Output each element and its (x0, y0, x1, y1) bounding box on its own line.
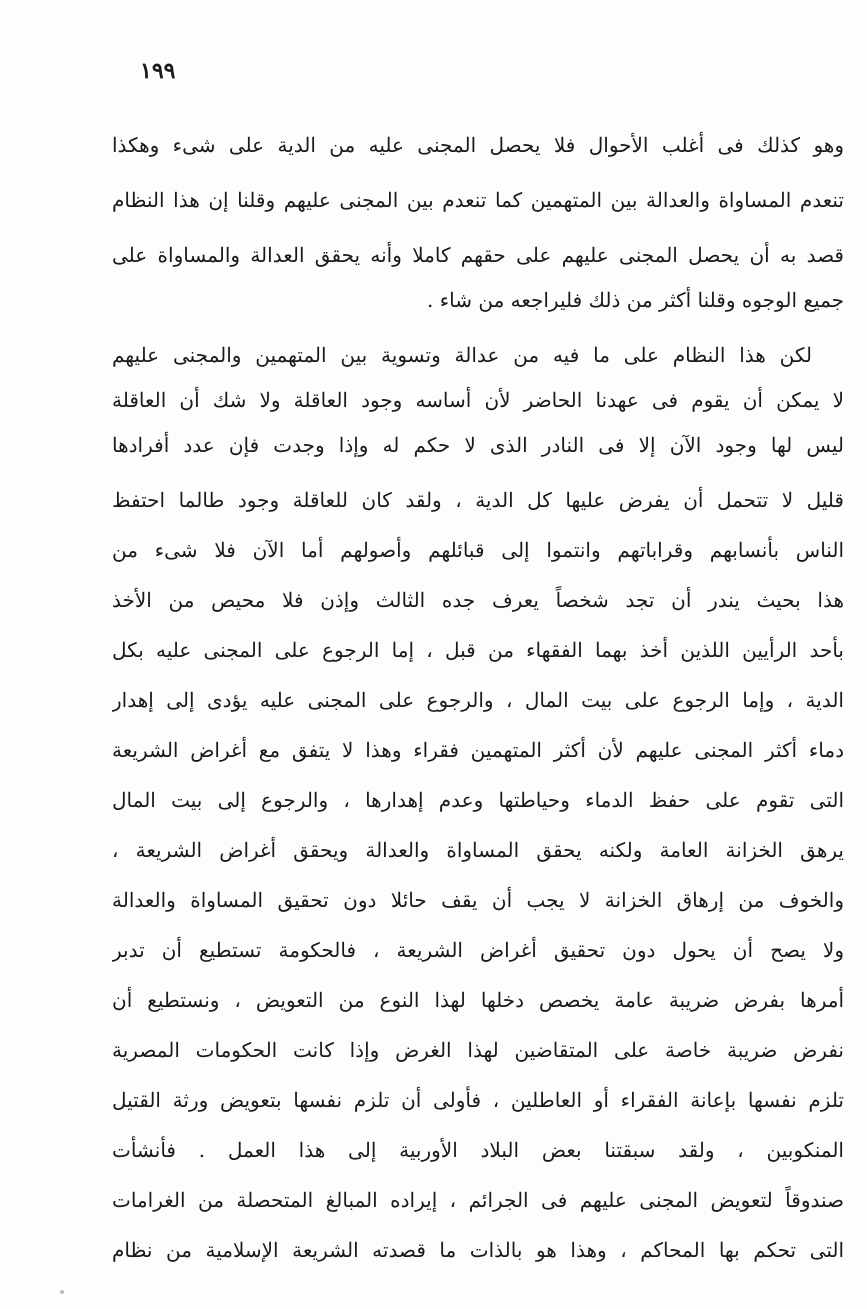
text-line: نفرض ضريبة خاصة على المتقاضين لهذا الغرض وإذا كانت الحكومات المصرية (112, 1038, 844, 1062)
text-line: تلزم نفسها بإعانة الفقراء أو العاطلين ، فأولى أن تلزم نفسها بتعويض ورثة القتيل (112, 1088, 844, 1112)
text-line: المنكوبين ، ولقد سبقتنا بعض البلاد الأوربية إلى هذا العمل . فأنشأت (112, 1138, 844, 1162)
text-line: صندوقاً لتعويض المجنى عليهم فى الجرائم ، إيراده المبالغ المتحصلة من الغرامات (112, 1188, 844, 1212)
text-line: قليل لا تتحمل أن يفرض عليها كل الدية ، ولقد كان للعاقلة وجود طالما احتفظ (112, 488, 844, 512)
text-line: ولا يصح أن يحول دون تحقيق أغراض الشريعة ، فالحكومة تستطيع أن تدبر (112, 938, 844, 962)
text-line: التى تقوم على حفظ الدماء وحياطتها وعدم إهدارها ، والرجوع إلى بيت المال (112, 788, 844, 812)
text-line: التى تحكم بها المحاكم ، وهذا هو بالذات ما قصدته الشريعة الإسلامية من نظام (112, 1238, 844, 1262)
text-line: هذا بحيث يندر أن تجد شخصاً يعرف جده الثالث وإذن فلا محيص من الأخذ (112, 588, 844, 612)
text-line: يرهق الخزانة العامة ولكنه يحقق المساواة والعدالة ويحقق أغراض الشريعة ، (112, 838, 844, 862)
text-line: وهو كذلك فى أغلب الأحوال فلا يحصل المجنى عليه من الدية على شىء وهكذا (112, 133, 844, 157)
text-line: الدية ، وإما الرجوع على بيت المال ، والرجوع على المجنى عليه يؤدى إلى إهدار (112, 688, 844, 712)
text-line: تنعدم المساواة والعدالة بين المتهمين كما تنعدم بين المجنى عليهم وقلنا إن هذا النظام (112, 188, 844, 212)
text-line: أمرها بفرض ضريبة عامة يخصص دخلها لهذا النوع من التعويض ، ونستطيع أن (112, 988, 844, 1012)
text-line: قصد به أن يحصل المجنى عليهم على حقهم كاملا وأنه يحقق العدالة والمساواة على (112, 243, 844, 267)
text-line: الناس بأنسابهم وقراباتهم وانتموا إلى قبائلهم وأصولهم أما الآن فلا شىء من (112, 538, 844, 562)
text-line: دماء أكثر المجنى عليهم لأن أكثر المتهمين فقراء وهذا لا يتفق مع أغراض الشريعة (112, 738, 844, 762)
text-line: بأحد الرأيين اللذين أخذ بهما الفقهاء من قبل ، إما الرجوع على المجنى عليه بكل (112, 638, 844, 662)
text-line: والخوف من إرهاق الخزانة لا يجب أن يقف حائلا دون تحقيق المساواة والعدالة (112, 888, 844, 912)
body-text (112, 0, 844, 1309)
text-line: جميع الوجوه وقلنا أكثر من ذلك فليراجعه من شاء . (427, 288, 844, 312)
text-line: لا يمكن أن يقوم فى عهدنا الحاضر لأن أساسه وجود العاقلة ولا شك أن العاقلة (112, 388, 844, 412)
paragraph-first-line: لكن هذا النظام على ما فيه من عدالة وتسوية بين المتهمين والمجنى عليهم (112, 343, 812, 367)
page-number: ١٩٩ (140, 58, 176, 84)
scan-speck (60, 1290, 64, 1294)
text-line: ليس لها وجود الآن إلا فى النادر الذى لا حكم له وإذا وجدت فإن عدد أفرادها (112, 433, 844, 457)
